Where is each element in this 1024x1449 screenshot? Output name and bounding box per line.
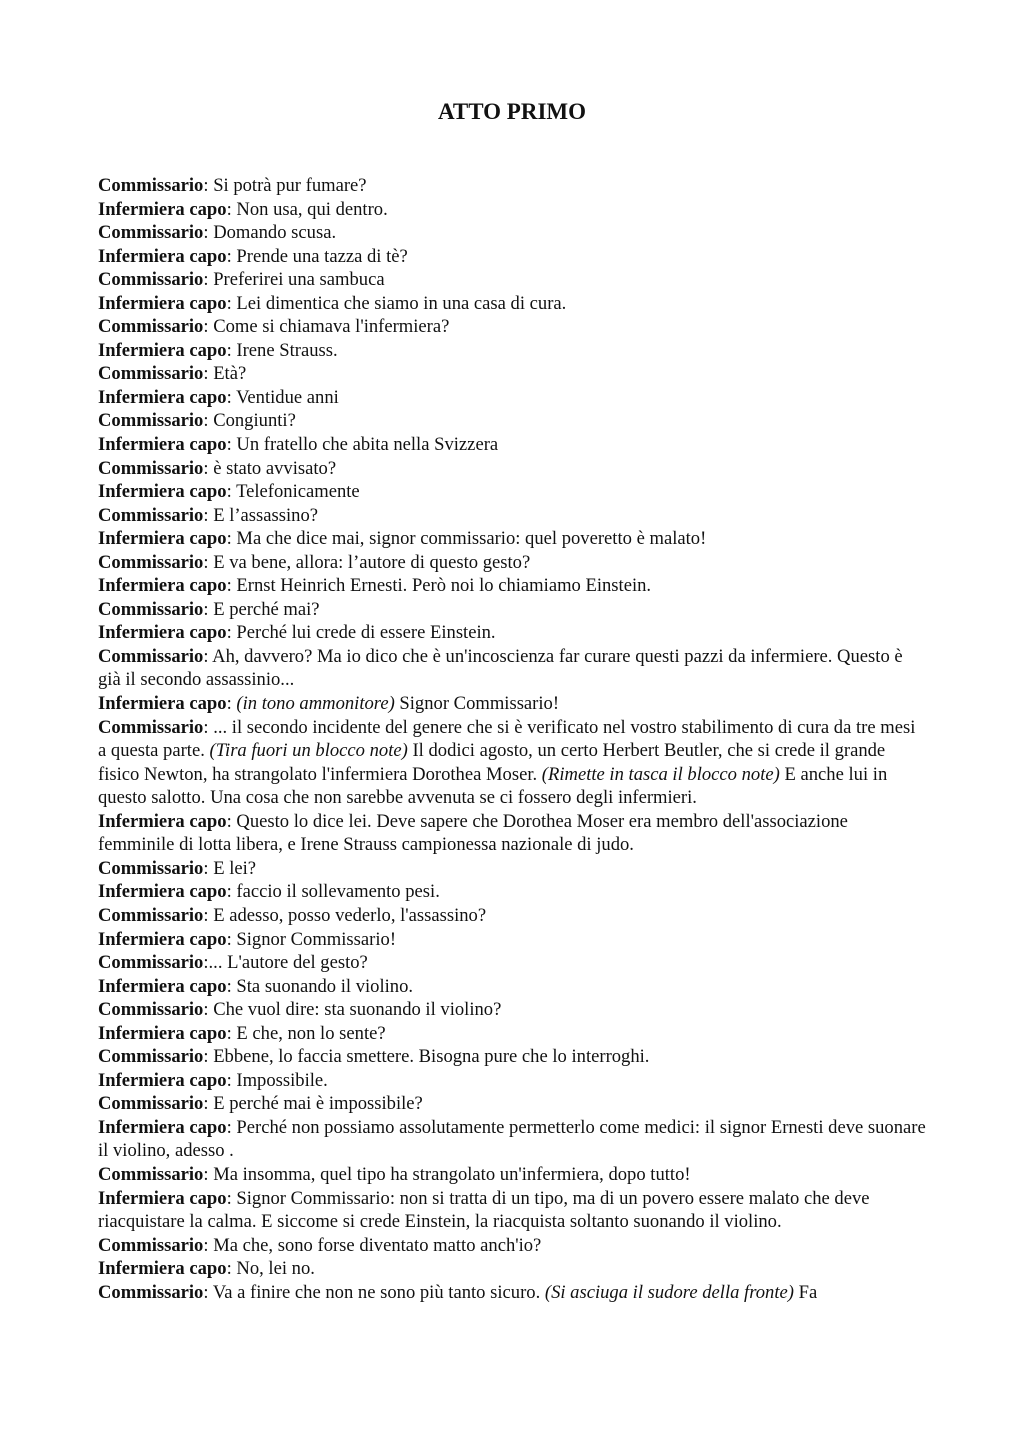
dialogue-text: Domando scusa. [213,222,337,244]
speaker-separator: : [226,1258,237,1280]
speaker-separator: : [203,1163,214,1185]
dialogue-text: ... L'autore del gesto? [208,952,368,974]
dialogue-text: Impossibile. [236,1069,328,1091]
dialogue-line [98,1045,928,1069]
speaker-separator: : [226,928,237,950]
speaker-name: Commissario [98,1093,204,1115]
speaker-separator: : [203,904,214,926]
dialogue-text: Ma che dice mai, signor commissario: quel poveretto è malato! [236,528,707,550]
speaker-name: Commissario [98,457,204,479]
speaker-separator: : [203,316,214,338]
dialogue-text: Questo lo dice lei. Deve sapere che Dorothea Moser era membro dell'associazione femminile di lotta libera, e Irene Strauss campionessa nazionale di judo. [98,810,848,856]
speaker-separator: : [226,198,237,220]
speaker-name: Infermiera capo [98,575,227,597]
dialogue-line [98,457,928,481]
speaker-name: Commissario [98,1046,204,1068]
speaker-name: Commissario [98,363,204,385]
speaker-name: Infermiera capo [98,622,227,644]
dialogue-line [98,951,928,975]
speaker-separator: : [203,1046,214,1068]
speaker-separator: : [203,952,209,974]
speaker-separator: : [203,1281,213,1303]
speaker-separator: : [203,269,214,291]
speaker-name: Commissario [98,645,204,667]
dialogue-text: Il dodici agosto, un certo Herbert Beutler, che si crede il grande fisico Newton, ha strangolato l'infermiera Dorothea Moser. [98,740,886,785]
dialogue-text: Signor Commissario: non si tratta di un tipo, ma di un povero essere malato che deve riacquistare la calma. E siccome si crede Einstein, la riacquista soltanto suonando il violino. [98,1187,870,1233]
speaker-name: Infermiera capo [98,975,227,997]
dialogue-line [98,1257,928,1281]
dialogue-line [98,315,928,339]
dialogue-text: Un fratello che abita nella Svizzera [236,434,499,456]
dialogue-line [98,1234,928,1258]
dialogue-line [98,574,928,598]
dialogue-text: Perché non possiamo assolutamente permetterlo come medici: il signor Ernesti deve suonare il violino, adesso . [98,1116,926,1162]
dialogue-text: è stato avvisato? [213,457,337,479]
dialogue-text: Prende una tazza di tè? [236,245,408,267]
speaker-name: Infermiera capo [98,928,227,950]
dialogue-text: Signor Commissario! [236,928,397,950]
speaker-name: Infermiera capo [98,198,227,220]
speaker-name: Commissario [98,952,204,974]
dialogue-text: E lei? [213,857,257,879]
speaker-name: Commissario [98,175,204,196]
dialogue-line [98,1281,928,1305]
speaker-name: Infermiera capo [98,1116,227,1138]
dialogue-line [98,1163,928,1187]
speaker-separator: : [203,645,213,667]
speaker-name: Infermiera capo [98,481,227,503]
dialogue-line [98,221,928,245]
speaker-name: Infermiera capo [98,1022,227,1044]
speaker-separator: : [226,622,237,644]
speaker-separator: : [226,1116,237,1138]
dialogue-text: Come si chiamava l'infermiera? [213,316,450,338]
dialogue-text: Sta suonando il violino. [236,975,414,997]
dialogue-line [98,198,928,222]
dialogue-line [98,480,928,504]
speaker-separator: : [226,481,237,503]
dialogue-text: Ma insomma, quel tipo ha strangolato un'infermiera, dopo tutto! [213,1163,691,1185]
dialogue-text: Preferirei una sambuca [213,269,385,291]
speaker-name: Infermiera capo [98,434,227,456]
speaker-separator: : [203,363,214,385]
dialogue-line [98,1092,928,1116]
dialogue-line [98,362,928,386]
speaker-name: Commissario [98,504,204,526]
dialogue-line [98,386,928,410]
page-title: ATTO PRIMO [437,99,587,124]
speaker-name: Commissario [98,1234,204,1256]
speaker-separator: : [203,410,214,432]
speaker-separator: : [203,222,214,244]
dialogue-line [98,998,928,1022]
speaker-separator: : [203,504,214,526]
speaker-separator: : [226,810,237,832]
dialogue-line [98,928,928,952]
dialogue-text: Signor Commissario! [394,693,560,715]
speaker-separator: : [226,386,237,408]
stage-direction: (Si asciuga il sudore della fronte) [544,1281,794,1303]
dialogue-line [98,527,928,551]
dialogue-text: Ah, davvero? Ma io dico che è un'incoscienza far curare questi pazzi da infermiere. Questo è già il secondo assassinio... [98,645,903,691]
speaker-name: Commissario [98,999,204,1021]
dialogue-line [98,409,928,433]
dialogue-line [98,880,928,904]
speaker-name: Infermiera capo [98,1258,227,1280]
dialogue-line [98,551,928,575]
dialogue-line [98,1069,928,1093]
speaker-separator: : [226,245,237,267]
dialogue-text: Ventidue anni [236,386,339,408]
dialogue-line [98,174,928,198]
dialogue-line [98,716,928,810]
dialogue-line [98,504,928,528]
dialogue-text: ... il secondo incidente del genere che si è verificato nel vostro stabilimento di cura da tre mesi a questa parte. [98,716,916,762]
dialogue-text: E l’assassino? [213,504,319,526]
dialogue-text: No, lei no. [236,1258,315,1280]
dialogue-text: Che vuol dire: sta suonando il violino? [213,999,502,1021]
dialogue-text: E anche lui in questo salotto. Una cosa che non sarebbe avvenuta se ci fossero degli infermieri. [98,763,888,809]
speaker-separator: : [203,999,214,1021]
dialogue-text: Perché lui crede di essere Einstein. [236,622,496,644]
speaker-separator: : [226,881,237,903]
speaker-name: Commissario [98,716,204,738]
dialogue-text: E adesso, posso vederlo, l'assassino? [213,904,487,926]
speaker-separator: : [226,339,237,361]
dialogue-line [98,1022,928,1046]
dialogue-text: E perché mai? [213,598,320,620]
speaker-name: Commissario [98,1281,204,1303]
speaker-separator: : [226,434,237,456]
dialogue-text: Si potrà pur fumare? [213,175,367,196]
dialogue-text: E che, non lo sente? [236,1022,386,1044]
speaker-separator: : [203,1234,214,1256]
dialogue-text: E perché mai è impossibile? [213,1093,423,1115]
dialogue-text: Non usa, qui dentro. [236,198,388,220]
stage-direction: (Tira fuori un blocco note) [209,740,408,762]
speaker-name: Infermiera capo [98,1187,227,1209]
dialogue-line [98,339,928,363]
dialogue-text: Irene Strauss. [236,339,338,361]
speaker-separator: : [203,716,214,738]
speaker-name: Commissario [98,410,204,432]
dialogue-text: Ma che, sono forse diventato matto anch'io? [213,1234,542,1256]
speaker-separator: : [226,975,237,997]
dialogue-text: Fa [793,1281,818,1303]
speaker-name: Infermiera capo [98,245,227,267]
speaker-name: Commissario [98,1163,204,1185]
speaker-name: Infermiera capo [98,693,227,715]
speaker-separator: : [226,1069,237,1091]
dialogue-line [98,810,928,857]
dialogue-line [98,621,928,645]
dialogue-body [98,174,928,1304]
dialogue-line [98,692,928,716]
dialogue-line [98,292,928,316]
stage-direction: (in tono ammonitore) [236,693,395,715]
speaker-separator: : [203,598,214,620]
dialogue-text: Lei dimentica che siamo in una casa di cura. [236,292,567,314]
speaker-separator: : [203,551,214,573]
speaker-name: Infermiera capo [98,881,227,903]
dialogue-line [98,645,928,692]
dialogue-text: faccio il sollevamento pesi. [236,881,440,903]
speaker-separator: : [226,693,237,715]
speaker-name: Commissario [98,904,204,926]
speaker-separator: : [226,528,237,550]
speaker-name: Infermiera capo [98,528,227,550]
dialogue-line [98,1187,928,1234]
dialogue-line [98,268,928,292]
dialogue-text: E va bene, allora: l’autore di questo gesto? [213,551,531,573]
speaker-name: Commissario [98,551,204,573]
speaker-name: Infermiera capo [98,810,227,832]
dialogue-text: Telefonicamente [236,481,360,503]
dialogue-line [98,975,928,999]
speaker-name: Commissario [98,598,204,620]
speaker-name: Commissario [98,222,204,244]
speaker-separator: : [203,457,214,479]
speaker-name: Infermiera capo [98,1069,227,1091]
speaker-name: Infermiera capo [98,339,227,361]
dialogue-text: Ebbene, lo faccia smettere. Bisogna pure che lo interroghi. [213,1046,650,1068]
dialogue-line [98,598,928,622]
speaker-name: Commissario [98,269,204,291]
speaker-separator: : [226,292,237,314]
speaker-separator: : [226,575,237,597]
speaker-name: Commissario [98,316,204,338]
speaker-name: Commissario [98,857,204,879]
speaker-name: Infermiera capo [98,292,227,314]
dialogue-line [98,904,928,928]
speaker-separator: : [203,175,214,196]
dialogue-text: Età? [213,363,247,385]
speaker-separator: : [203,1093,214,1115]
dialogue-text: Va a finire che non ne sono più tanto sicuro. [212,1281,545,1303]
dialogue-line [98,433,928,457]
dialogue-line [98,245,928,269]
dialogue-text: Congiunti? [213,410,296,432]
dialogue-line [98,1116,928,1163]
speaker-separator: : [226,1187,237,1209]
speaker-separator: : [203,857,214,879]
stage-direction: (Rimette in tasca il blocco note) [541,763,780,785]
dialogue-line [98,857,928,881]
dialogue-text: Ernst Heinrich Ernesti. Però noi lo chiamiamo Einstein. [236,575,652,597]
speaker-name: Infermiera capo [98,386,227,408]
speaker-separator: : [226,1022,237,1044]
